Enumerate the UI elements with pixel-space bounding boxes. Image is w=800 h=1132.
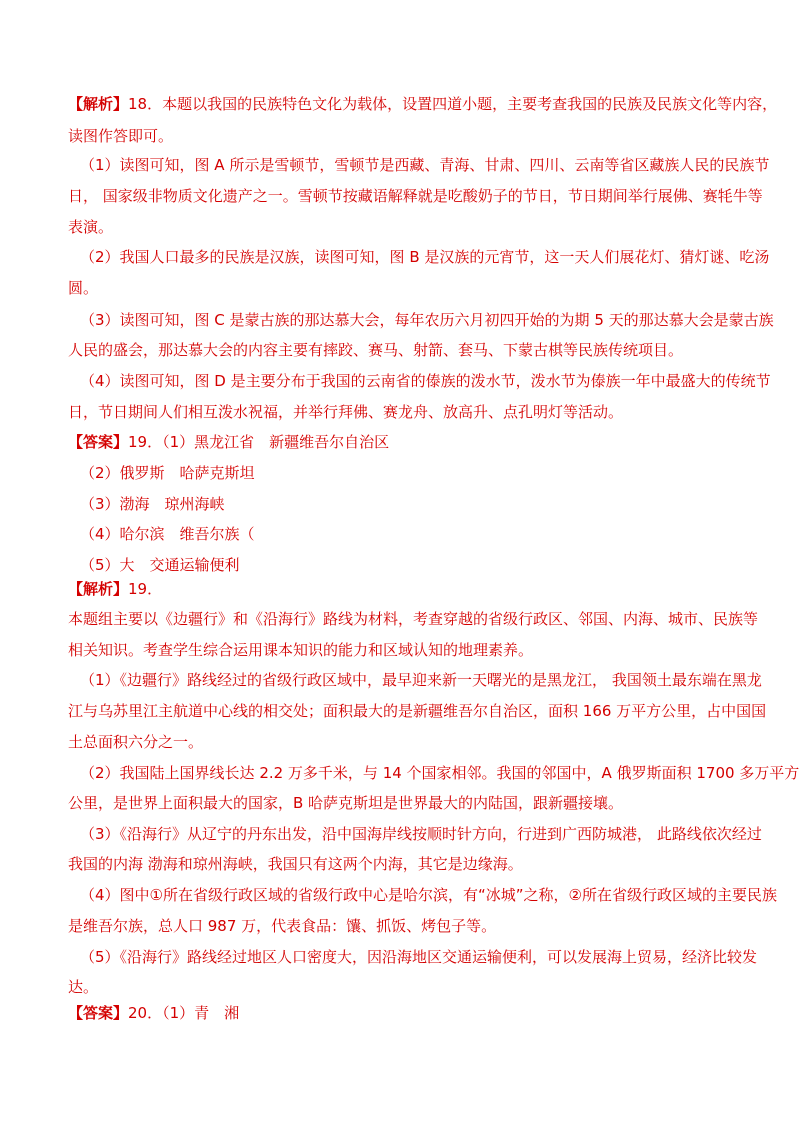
text-line: 我国的内海 渤海和琼州海峡，我国只有这两个内海，其它是边缘海。 — [68, 855, 523, 873]
text-line: 达。 — [68, 978, 99, 996]
text-line: 圆。 — [68, 279, 99, 297]
text-line: 相关知识。考查学生综合运用课本知识的能力和区域认知的地理素养。 — [68, 641, 534, 659]
text-line: 日，节日期间人们相互泼水祝福，并举行拜佛、赛龙舟、放高升、点孔明灯等活动。 — [68, 403, 624, 421]
text-line: 日， 国家级非物质文化遗产之一。雪顿节按藏语解释就是吃酸奶子的节日，节日期间举行展佛、赛牦牛等 — [68, 187, 763, 205]
text-line: （1）《边疆行》路线经过的省级行政区域中，最早迎来新一天曙光的是黑龙江， 我国领土最东端在黑龙 — [80, 671, 762, 689]
text-line: 江与乌苏里江主航道中心线的相交处；面积最大的是新疆维吾尔自治区，面积 166 万平方公里，占中国国 — [68, 702, 767, 720]
text-line: （5）大 交通运输便利 — [80, 556, 240, 574]
text-line: （2）我国人口最多的民族是汉族，读图可知，图 B 是汉族的元宵节，这一天人们展花灯、猜灯谜、吃汤 — [80, 248, 770, 266]
analysis-tag: 【解析】 — [68, 95, 129, 113]
text-line: 【答案】19．（1）黑龙江省 新疆维吾尔自治区 — [68, 433, 390, 451]
text-line: （3）《沿海行》从辽宁的丹东出发，沿中国海岸线按顺时针方向，行进到广西防城港， 此路线依次经过 — [80, 825, 762, 843]
text-line: 【答案】20．（1）青 湘 — [68, 1004, 240, 1022]
text-line: （1）读图可知，图 A 所示是雪顿节，雪顿节是西藏、青海、甘肃、四川、云南等省区藏族人民的民族节 — [80, 156, 770, 174]
answer-tag: 【答案】 — [68, 1004, 129, 1022]
text-line: 人民的盛会，那达慕大会的内容主要有摔跤、赛马、射箭、套马、下蒙古棋等民族传统项目。 — [68, 341, 684, 359]
text-line: 【解析】19． — [68, 580, 163, 598]
text-line: 本题组主要以《边疆行》和《沿海行》路线为材料，考查穿越的省级行政区、邻国、内海、城市、民族等 — [68, 610, 759, 628]
text-line: 【解析】18．本题以我国的民族特色文化为载体，设置四道小题，主要考查我国的民族及民族文化等内容， — [68, 95, 778, 113]
text-line: 公里，是世界上面积最大的国家，B 哈萨克斯坦是世界最大的内陆国，跟新疆接壤。 — [68, 794, 624, 812]
text-line: 表演。 — [68, 218, 114, 236]
analysis-tag: 【解析】 — [68, 580, 129, 598]
text-line: （4）图中①所在省级行政区域的省级行政中心是哈尔滨，有“冰城”之称，②所在省级行政区域的主要民族 — [80, 886, 777, 904]
text-line: 是维吾尔族，总人口 987 万，代表食品：馕、抓饭、烤包子等。 — [68, 917, 497, 935]
text-line: 读图作答即可。 — [68, 127, 174, 145]
text-line: （2）俄罗斯 哈萨克斯坦 — [80, 464, 255, 482]
text-line: （4）读图可知，图 D 是主要分布于我国的云南省的傣族的泼水节，泼水节为傣族一年中最盛大的传统节 — [80, 372, 771, 390]
text-line: （4）哈尔滨 维吾尔族（ — [80, 525, 255, 543]
answer-tag: 【答案】 — [68, 433, 129, 451]
text-line: （3）读图可知，图 C 是蒙古族的那达慕大会，每年农历六月初四开始的为期 5 天的那达慕大会是蒙古族 — [80, 311, 774, 329]
text-line: （3）渤海 琼州海峡 — [80, 495, 225, 513]
text-line: 土总面积六分之一。 — [68, 733, 204, 751]
text-line: （2）我国陆上国界线长达 2.2 万多千米，与 14 个国家相邻。我国的邻国中，A 俄罗斯面积 1700 多万平方 — [80, 764, 800, 782]
text-line: （5）《沿海行》路线经过地区人口密度大，因沿海地区交通运输便利，可以发展海上贸易，经济比较发 — [80, 948, 758, 966]
